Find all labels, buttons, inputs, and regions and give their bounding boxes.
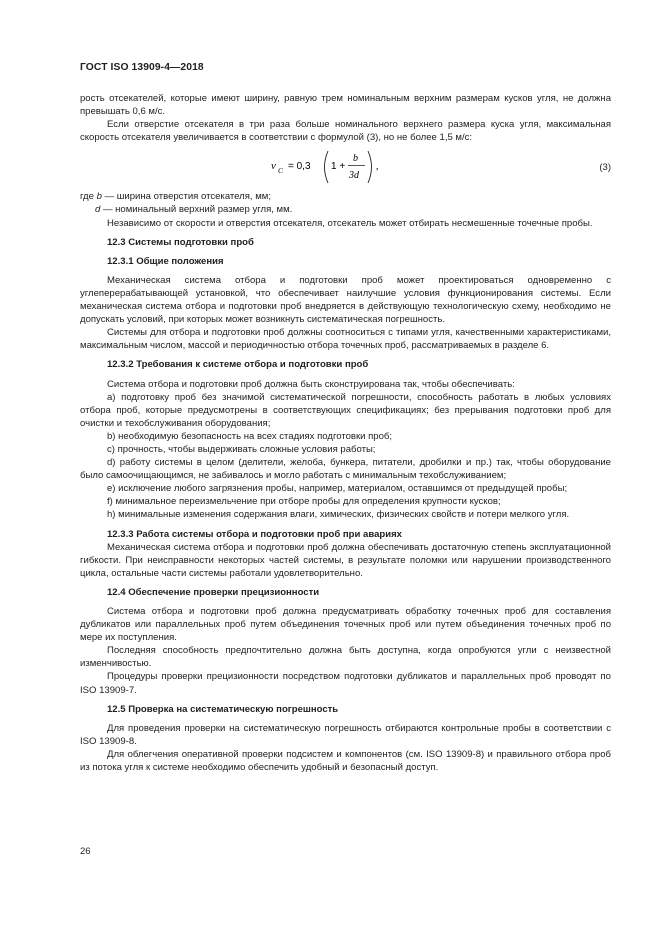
formula-numerator: b	[353, 153, 358, 165]
list-item: h) минимальные изменения содержания влаги, химических, физических свойств и потери мелкого угля.	[107, 509, 570, 521]
paragraph: Для облегчения оперативной проверки подсистем и компонентов (см. ISO 13909-8) и правильного отбора проб из потока угля к системе необходимо обеспечить удобный и безопасный доступ.	[80, 748, 611, 774]
paragraph: Если отверстие отсекателя в три раза больше номинального верхнего размера куска угля, максимальная скорость отсекателя увеличивается в соответствии с формулой (3), но не более 1,5 м/с:	[80, 119, 611, 144]
left-paren	[325, 151, 329, 183]
paragraph: Процедуры проверки прецизионности посредством подготовки дубликатов и параллельных проб проводят по ISO 13909-7.	[80, 671, 611, 696]
paragraph: Механическая система отбора и подготовки проб может проектироваться одновременно с углеперерабатывающей установкой, что обеспечивает наилучшие условия функционирования системы. Если механическая система отбора и подготовки проб внедряется в действующую технологическую схему, необходимо не допускать условий, при которых может возникнуть систематическая погрешность.	[80, 274, 611, 326]
list-item: c) прочность, чтобы выдерживать сложные условия работы;	[107, 443, 376, 455]
formula-v: v	[271, 160, 276, 173]
var-b: b	[96, 191, 102, 203]
section-heading-12-5: 12.5 Проверка на систематическую погрешность	[107, 703, 339, 715]
paragraph: Механическая система отбора и подготовки проб должна обеспечивать достаточную степень эксплуатационной гибкости. При неисправности некоторых частей системы, в результате поломки или нарушении производственного цикла, остальные части системы работали удовлетворительно.	[80, 541, 611, 579]
paragraph: рость отсекателей, которые имеют ширину, равную трем номинальным верхним размерам кусков угля, не должна превышать 0,6 м/с.	[80, 93, 611, 118]
page-header: ГОСТ ISO 13909-4—2018	[80, 62, 204, 73]
definition-b	[80, 190, 611, 203]
subsection-heading-12-3-3: 12.3.3 Работа системы отбора и подготовки проб при авариях	[107, 528, 402, 540]
section-heading-12-4: 12.4 Обеспечение проверки прецизионности	[107, 586, 320, 598]
right-paren	[368, 151, 372, 183]
subsection-heading-12-3-1: 12.3.1 Общие положения	[107, 255, 224, 267]
subsection-heading-12-3-2: 12.3.2 Требования к системе отбора и подготовки проб	[107, 359, 369, 371]
list-item: a) подготовку проб без значимой систематической погрешности, способность работать в любых условиях отбора проб, которые предусмотрены в соответствующих спецификациях; без прерывания подготовки проб для очистки и техобслуживания оборудования;	[80, 391, 611, 429]
paragraph: Системы для отбора и подготовки проб должны соотноситься с типами угля, качественными характеристиками, максимальным числом, массой и периодичностью отбора точечных проб, рассматриваемых в разделе 6.	[80, 327, 611, 352]
paragraph: Система отбора и подготовки проб должна предусматривать обработку точечных проб для составления дубликатов или параллельных проб путем объединения точечных проб или путем объединения точечных проб по мере их поступления.	[80, 606, 611, 644]
definition-b-text: — ширина отверстия отсекателя, мм;	[101, 191, 271, 203]
page-content	[80, 92, 611, 774]
definition-d-text: — номинальный верхний размер угля, мм.	[100, 204, 293, 216]
list-item: d) работу системы в целом (делители, желоба, бункера, питатели, дробилки и пр.) так, чтобы оборудование было самоочищающимся, не забивалось и могло работать с минимальным техобслуживанием;	[80, 457, 611, 482]
page-number: 26	[80, 846, 91, 857]
formula-3	[80, 147, 611, 187]
paragraph: Система отбора и подготовки проб должна быть сконструирована так, чтобы обеспечивать:	[107, 378, 515, 390]
formula-number: (3)	[599, 162, 611, 174]
formula-eq: = 0,3	[288, 161, 311, 173]
definition-d	[80, 203, 611, 216]
paragraph: Независимо от скорости и отверстия отсекателя, отсекатель может отбирать несмешенные точечные пробы.	[107, 217, 593, 229]
var-d: d	[95, 204, 101, 216]
where-label: где	[80, 191, 97, 203]
formula-one-plus: 1 +	[331, 161, 346, 173]
list-item: b) необходимую безопасность на всех стадиях подготовки проб;	[107, 430, 393, 442]
formula-subscript: C	[278, 166, 284, 176]
list-item: e) исключение любого загрязнения пробы, например, материалом, оставшимся от предыдущей пробы;	[107, 483, 568, 495]
formula-comma: ,	[376, 161, 379, 173]
paragraph: Для проведения проверки на систематическую погрешность отбираются контрольные пробы в соответствии с ISO 13909-8.	[80, 722, 611, 747]
section-heading-12-3: 12.3 Системы подготовки проб	[107, 236, 254, 248]
paragraph: Последняя способность предпочтительно должна быть доступна, когда опробуются угли с неизвестной изменчивостью.	[80, 645, 611, 670]
formula-expression	[268, 147, 468, 187]
formula-denominator: 3d	[349, 170, 359, 182]
list-item: f) минимальное переизмельчение при отборе пробы для определения крупности кусков;	[107, 496, 501, 508]
